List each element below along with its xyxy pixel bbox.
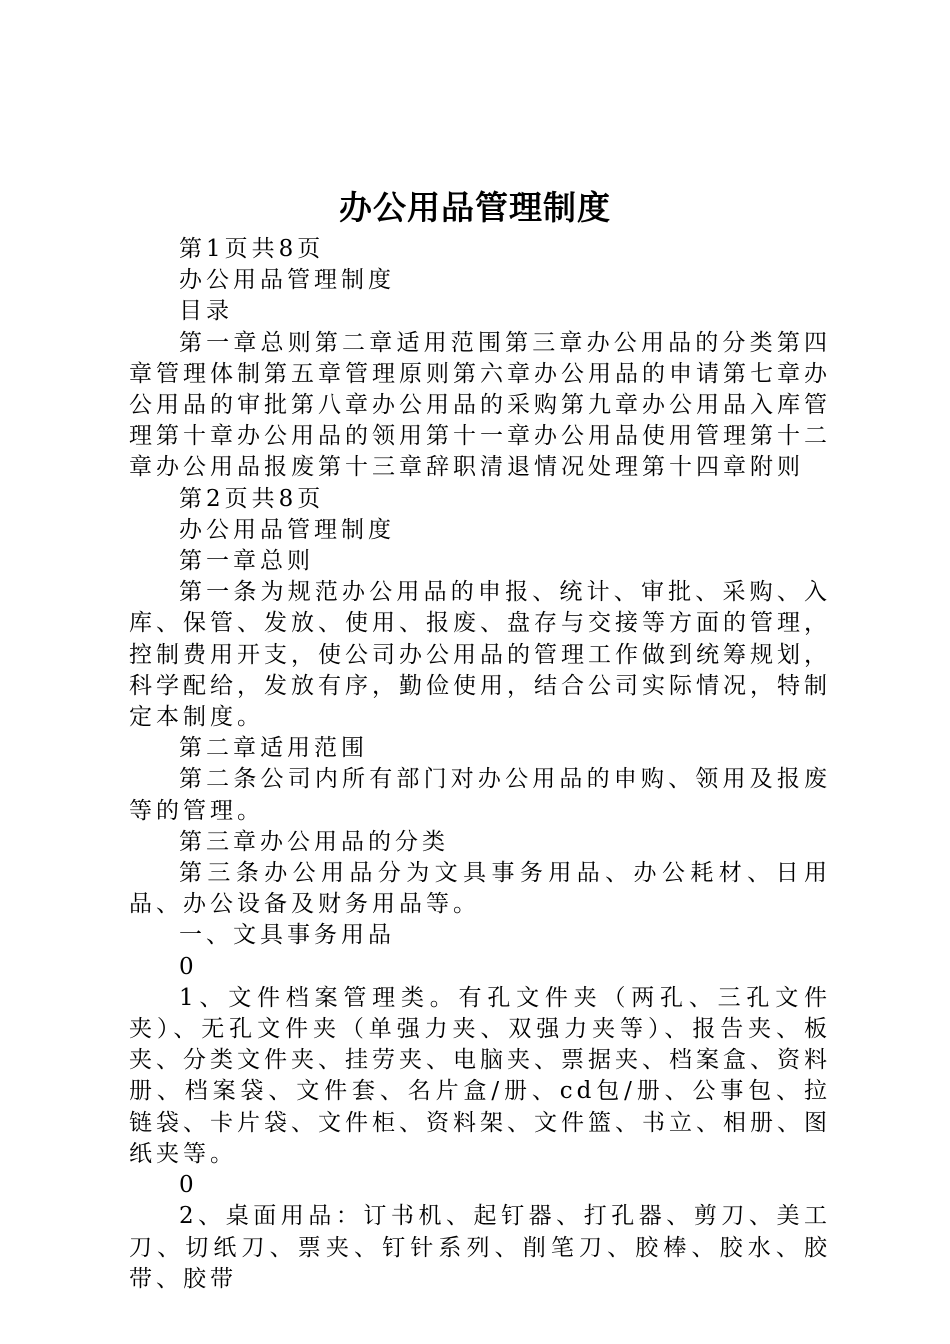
chapter-heading: 第三章办公用品的分类 [179, 828, 449, 855]
document-title: 办公用品管理制度 [339, 188, 611, 227]
section-heading: 办公用品管理制度 [179, 516, 395, 543]
document-body [129, 234, 831, 1295]
chapter-heading: 第一章总则 [179, 548, 314, 575]
section-heading: 办公用品管理制度 [179, 267, 395, 294]
article-paragraph: 第二条公司内所有部门对办公用品的申购、领用及报废等的管理。 [129, 766, 831, 824]
subsection-heading: 一、文具事务用品 [179, 922, 395, 949]
toc-paragraph: 第一章总则第二章适用范围第三章办公用品的分类第四章管理体制第五章管理原则第六章办公用品的申请第七章办公用品的审批第八章办公用品的采购第九章办公用品入库管理第十章办公用品的领用第十一章办公用品使用管理第十二章办公用品报废第十三章辞职清退情况处理第十四章附则 [129, 329, 831, 481]
list-item-paragraph: 1、文件档案管理类。有孔文件夹（两孔、三孔文件夹）、无孔文件夹（单强力夹、双强力夹等）、报告夹、板夹、分类文件夹、挂劳夹、电脑夹、票据夹、档案盒、资料册、档案袋、文件套、名片盒/册、cd包/册、公事包、拉链袋、卡片袋、文件柜、资料架、文件篮、书立、相册、图纸夹等。 [129, 984, 831, 1167]
page-marker: 第2页共8页 [179, 485, 325, 512]
article-paragraph: 第三条办公用品分为文具事务用品、办公耗材、日用品、办公设备及财务用品等。 [129, 860, 831, 918]
page-marker: 第1页共8页 [179, 236, 325, 262]
stray-marker: 0 [179, 1172, 198, 1199]
chapter-heading: 第二章适用范围 [179, 735, 368, 762]
stray-marker: 0 [179, 953, 198, 980]
list-item-paragraph: 2、桌面用品：订书机、起钉器、打孔器、剪刀、美工刀、切纸刀、票夹、钉针系列、削笔刀、胶棒、胶水、胶带、胶带 [129, 1203, 831, 1292]
article-paragraph: 第一条为规范办公用品的申报、统计、审批、采购、入库、保管、发放、使用、报废、盘存与交接等方面的管理，控制费用开支，使公司办公用品的管理工作做到统筹规划，科学配给，发放有序，勤俭使用，结合公司实际情况，特制定本制度。 [129, 579, 831, 731]
toc-heading: 目录 [179, 298, 233, 325]
